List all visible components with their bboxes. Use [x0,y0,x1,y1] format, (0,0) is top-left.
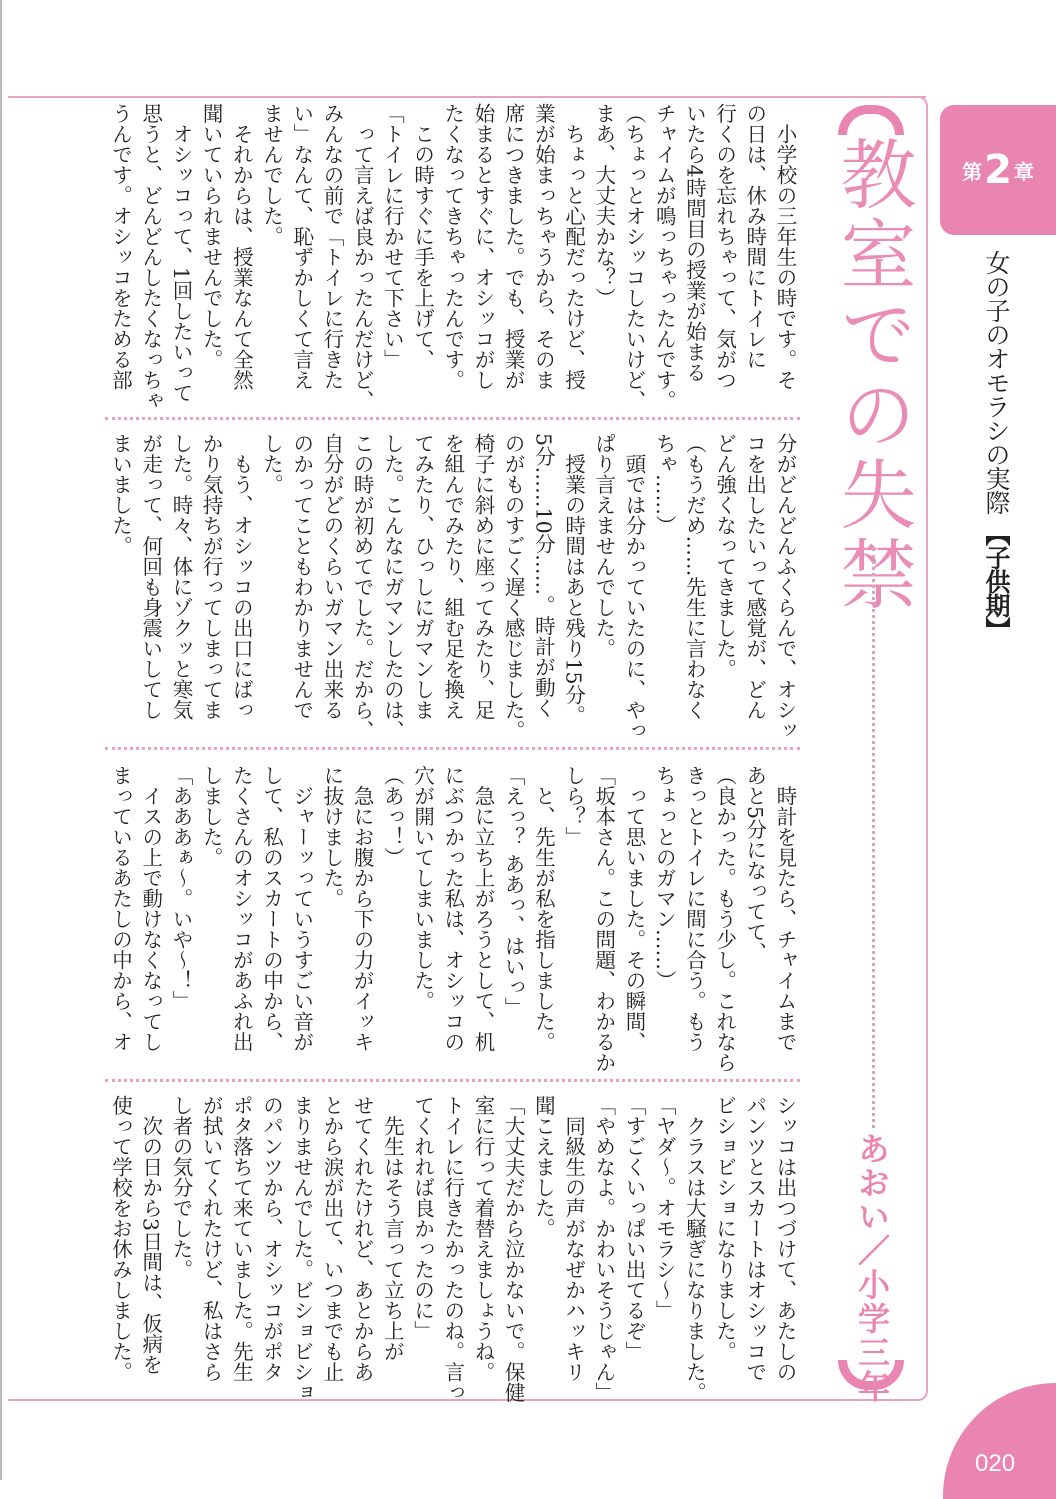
chapter-suffix: 章 [1013,159,1034,184]
chapter-number: 2 [984,147,1012,193]
author-byline: あおい／小学三年 [853,1132,891,1404]
body-text-tier-2: 分がどんどんふくらんで、オシッ コを出したいって感覚が、どん どん強くなってきました。 （もうだめ……先生に言わなく ちゃ……） 頭では分かっていたのに、やっ ぱり言えませんでした。 授業の時間はあと残り15分。 5分……10分……。時計が動く のがものすごく遅く感じました。 椅子に斜めに座ってみたり、足 を組んでみたり、組む足を換え てみたり、ひっしにガマンしま した。こんなにガマンしたのは、 この時が初めてでした。だから、 自分がどのくらいガマン出来る のかってこともわかりませんで した。 もう、オシッコの出口にばっ かり気持ちが行ってしまってま した。時々、体にゾクッと寒気 が走って、何回も身震いしてし まいました。 [108,433,797,741]
page-number-badge [943,1383,1056,1499]
dotted-divider [105,417,800,420]
dotted-divider [105,747,800,750]
section-period: 【子供期】 [982,520,1011,641]
chapter-prefix: 第 [962,159,983,184]
body-text-tier-1: 小学校の三年生の時です。そ の日は、休み時間にトイレに 行くのを忘れちゃって、気がつ いたら4時間目の授業が始まる チャイムが鳴っちゃったんです。 （ちょっとオシッコしたいけど、 まあ、大丈夫かな？） ちょっと心配だったけど、授 業が始まっちゃうから、そのま 席につきました。でも、授業が 始まるとすぐに、オシッコがし たくなってきちゃったんです。 この時すぐに手を上げて、 「トイレに行かせて下さい」 って言えば良かったんだけど、 みんなの前で「トイレに行きた い」なんて、恥ずかしくて言え ませんでした。 それからは、授業なんて全然 聞いていられませんでした。 オシッコって、1回したいって 思うと、どんどんしたくなっちゃ うんです。オシッコをためる部 [108,103,797,411]
body-text-tier-3: 時計を見たら、チャイムまで あと5分になってて、 （良かった。もう少し。これなら きっとトイレに間に合う。もう ちょっとのガマン……） って思いました。その瞬間、 「坂本さん。この問題、わかるか しら？」 と、先生が私を指しました。 「えっ？ ああっ、はいっ」 急に立ち上がろうとして、机 にぶつかった私は、オシッコの 穴が開いてしまいました。 （あっ！） 急にお腹から下の力がイッキ に抜けました。 ジャーッっていうすごい音が して、私のスカートの中から、 たくさんのオシッコがあふれ出 しました。 「あああぁ〜。いや〜！」 イスの上で動けなくなってし まっているあたしの中から、オ [108,765,797,1073]
dotted-divider [105,1079,800,1082]
body-text-tier-4: シッコは出つづけて、あたしの パンツとスカートはオシッコで ビショビショになりました。 クラスは大騒ぎになりました。 「ヤダ〜。オモラシ〜」 「すごくいっぱい出てるぞ」 「やめなよ。かわいそうじゃん」 同級生の声がなぜかハッキリ 聞こえました。 「大丈夫だから泣かないで。保健 室に行って着替えましょうね。 トイレに行きたかったのね。言っ てくれれば良かったのに」 先生はそう言って立ち上が せてくれたけれど、あとからあ とから涙が出て、いつまでも止 まりませんでした。ビショビショ のパンツから、オシッコがポタ ポタ落ちて来ていました。先生 が拭いてくれたけど、私はさら し者の気分でした。 次の日から3日間は、仮病を 使って学校をお休みしました。 [108,1095,797,1403]
title-dotted-leader [872,548,875,1128]
section-title: 女の子のオモラシの実際 [982,250,1011,514]
chapter-tab [940,105,1056,235]
page-edge [0,0,2,1480]
section-heading [980,250,1014,641]
page-number: 020 [975,1450,1016,1477]
story-title: 教室での失禁 [828,135,917,615]
